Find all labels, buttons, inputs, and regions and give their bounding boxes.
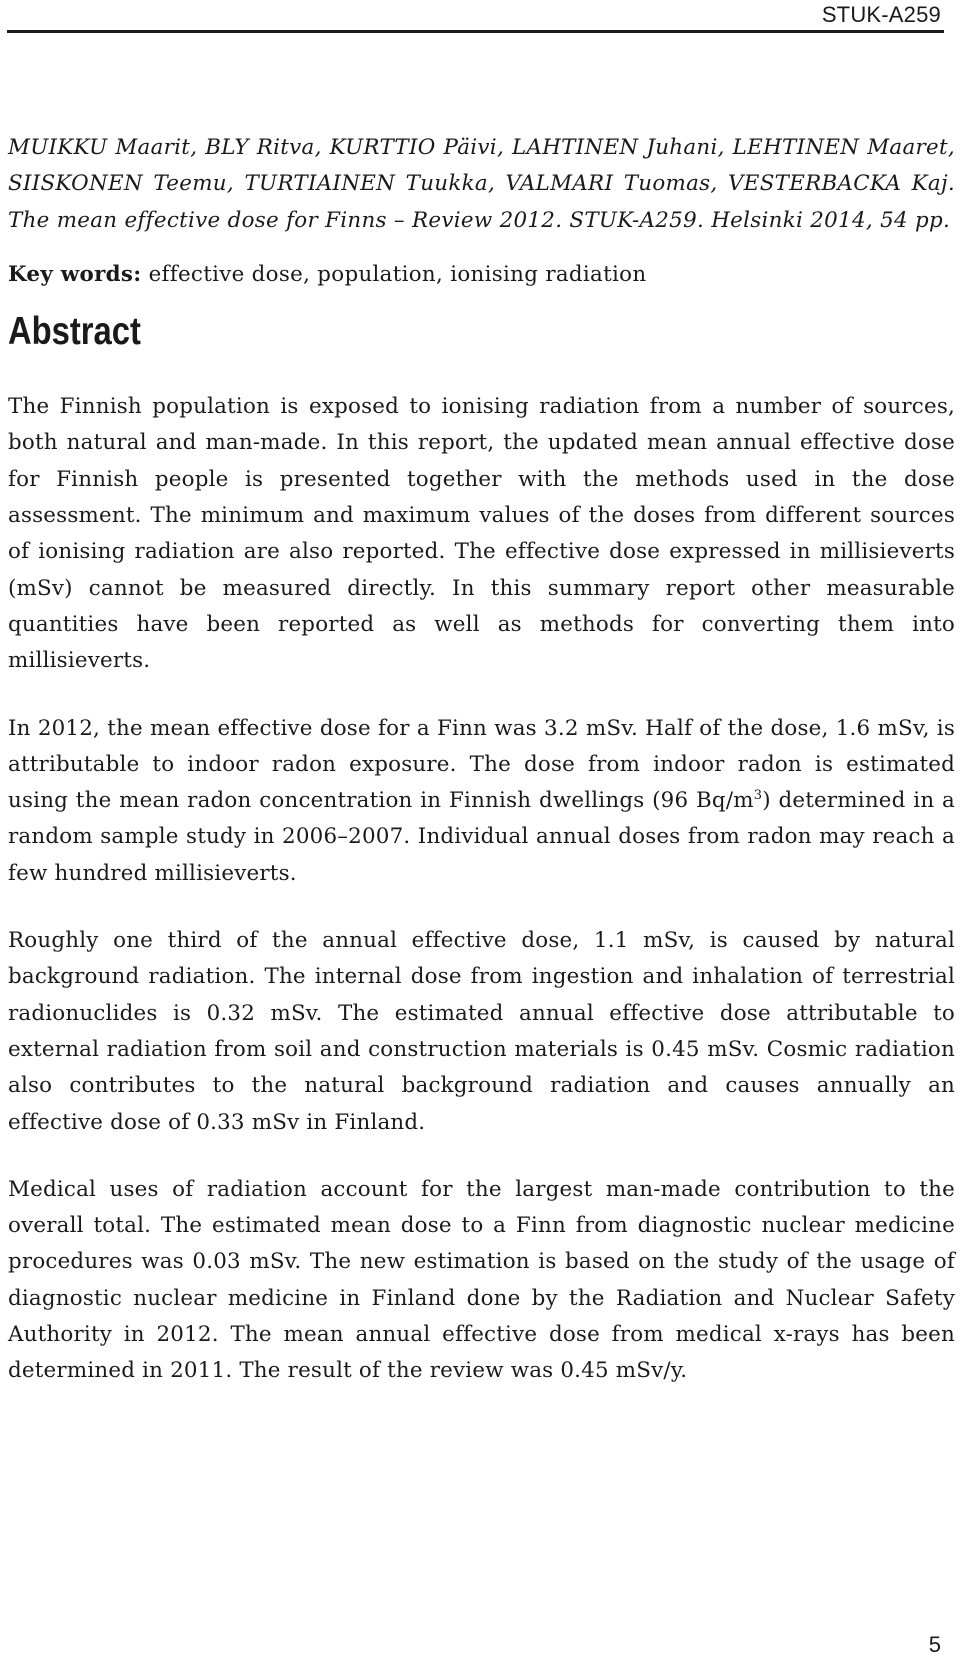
bibliographic-citation: MUIKKU Maarit, BLY Ritva, KURTTIO Päivi, LAHTINEN Juhani, LEHTINEN Maaret, SIISKONEN Teemu, TURTIAINEN Tuukka, VALMARI Tuomas, VESTERBACKA Kaj. The mean effective dose for Finns – Review 2012. STUK-A259. Helsinki 2014, 54 pp. xyxy=(8,135,955,233)
abstract-heading-wrap xyxy=(8,293,955,357)
abstract-paragraph-2 xyxy=(8,711,955,892)
unit-superscript: 3 xyxy=(753,788,763,804)
keywords-label: Key words: xyxy=(8,261,142,287)
abstract-paragraph-4: Medical uses of radiation account for the largest man-made contribution to the overall total. The estimated mean dose to a Finn from diagnostic nuclear medicine procedures was 0.03 mSv. The new estimation is based on the study of the usage of diagnostic nuclear medicine in Finland done by the Radiation and Nuclear Safety Authority in 2012. The mean annual effective dose from medical x-rays has been determined in 2011. The result of the review was 0.45 mSv/y. xyxy=(8,1176,955,1384)
paragraph-2-text-before: In 2012, the mean effective dose for a Finn was 3.2 mSv. Half of the dose, 1.6 mSv, is attributable to indoor radon exposure. The dose from indoor radon is estimated using the mean radon concentration in Finnish dwellings (96 Bq/m xyxy=(8,715,955,814)
keywords-line xyxy=(8,257,955,293)
page-number: 5 xyxy=(928,1632,941,1657)
header-divider xyxy=(7,30,944,33)
running-header-report-code: STUK-A259 xyxy=(821,2,941,27)
paragraph-2-text-after: ) determined in a random sample study in 2006–2007. Individual annual doses from radon may reach a few hundred millisieverts. xyxy=(8,788,955,886)
keywords-text: effective dose, population, ionising radiation xyxy=(141,261,647,287)
abstract-paragraph-1: The Finnish population is exposed to ionising radiation from a number of sources, both natural and man-made. In this report, the updated mean annual effective dose for Finnish people is presented together with the methods used in the dose assessment. The minimum and maximum values of the doses from different sources of ionising radiation are also reported. The effective dose expressed in millisieverts (mSv) cannot be measured directly. In this summary report other measurable quantities have been reported as well as methods for converting them into millisieverts. xyxy=(8,394,955,674)
abstract-paragraph-3: Roughly one third of the annual effective dose, 1.1 mSv, is caused by natural background radiation. The internal dose from ingestion and inhalation of terrestrial radionuclides is 0.32 mSv. The estimated annual effective dose attributable to external radiation from soil and construction materials is 0.45 mSv. Cosmic radiation also contributes to the natural background radiation and causes annually an effective dose of 0.33 mSv in Finland. xyxy=(8,928,955,1135)
abstract-heading: Abstract xyxy=(8,310,141,354)
page-body xyxy=(8,130,955,1390)
